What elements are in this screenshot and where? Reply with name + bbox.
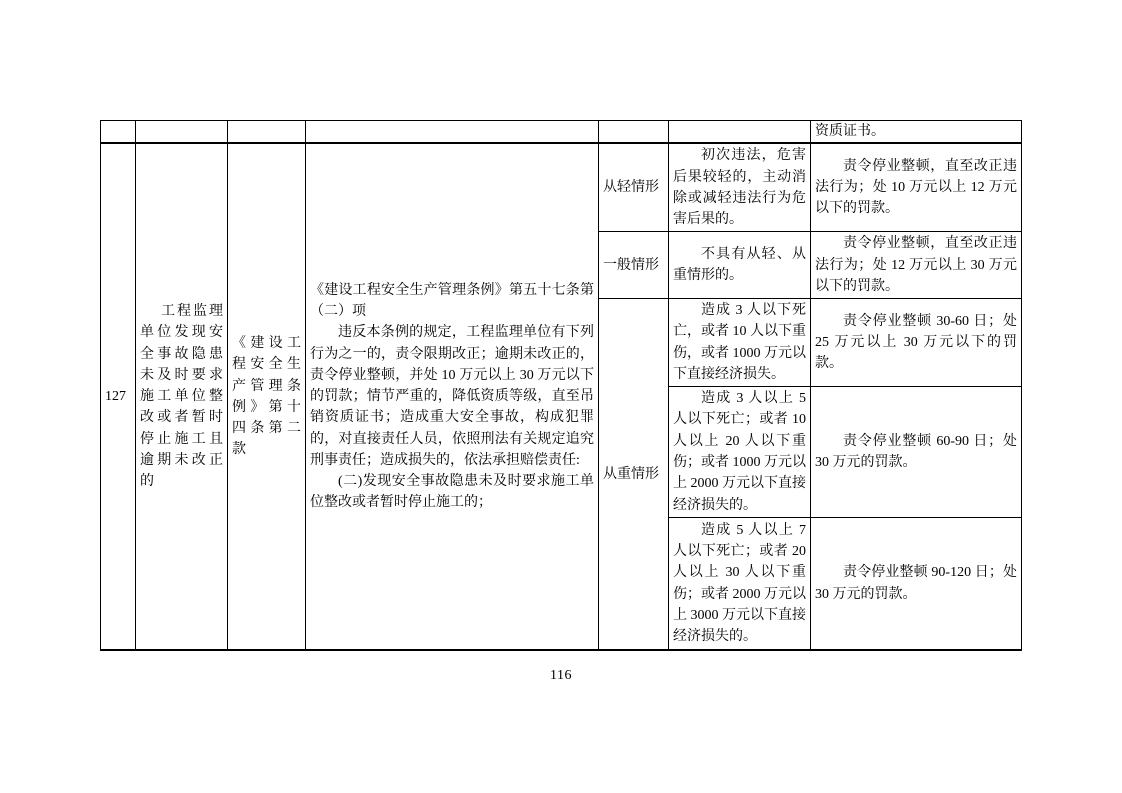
penalty-heavy-2-text: 责令停业整顿 60-90 日；处 30 万元的罚款。 — [815, 433, 1017, 470]
penalty-general — [811, 232, 1022, 299]
cell-seq-number: 127 — [101, 143, 136, 650]
carryover-penalty-text: 资质证书。 — [815, 124, 885, 139]
circumstance-heavy-2 — [669, 387, 811, 518]
provision-body: 违反本条例的规定，工程监理单位有下列行为之一的，责令限期改正；逾期未改正的，责令停业整顿，并处 10 万元以上 30 万元以下的罚款；情节严重的，降低资质等级，直至吊销资质证书；造成重大安全事故，构成犯罪的，对直接责任人员，依照刑法有关规定追究刑事责任；造成损失的，依法承担赔偿责任: — [310, 325, 594, 468]
violation-text: 工程监理单位发现安全事故隐患未及时要求施工单位整改或者暂时停止施工且逾期未改正的 — [140, 304, 223, 490]
provision-item: (二)发现安全事故隐患未及时要求施工单位整改或者暂时停止施工的； — [310, 474, 594, 511]
provision-title: 《建设工程安全生产管理条例》第五十七条第（二）项 — [310, 282, 594, 320]
severity-row-light — [101, 143, 1022, 232]
penalty-heavy-1-text: 责令停业整顿 30-60 日；处 25 万元以上 30 万元以下的罚款。 — [815, 313, 1017, 372]
cell-legal-basis — [228, 143, 306, 650]
circumstance-light-text: 初次违法，危害后果较轻的，主动消除或减轻违法行为危害后果的。 — [673, 148, 806, 228]
circumstance-general-text: 不具有从轻、从重情形的。 — [673, 246, 806, 284]
penalty-heavy-2 — [811, 387, 1022, 518]
carryover-cell-seq — [101, 121, 136, 144]
severity-label-light: 从轻情形 — [599, 143, 669, 232]
penalty-general-text: 责令停业整顿，直至改正违法行为；处 12 万元以上 30 万元以下的罚款。 — [815, 236, 1017, 294]
penalty-discretion-table — [100, 120, 1022, 651]
circumstance-general — [669, 232, 811, 299]
circumstance-light — [669, 143, 811, 232]
legal-basis-text: 《建设工程安全生产管理条例》第十四条第二款 — [232, 335, 301, 458]
cell-violation — [136, 143, 228, 650]
carryover-cell-basis — [228, 121, 306, 144]
circumstance-heavy-1 — [669, 299, 811, 387]
circumstance-heavy-2-text: 造成 3 人以上 5 人以下死亡；或者 10 人以上 20 人以下重伤；或者 1000 万元以上 2000 万元以下直接经济损失的。 — [673, 391, 806, 513]
penalty-heavy-1 — [811, 299, 1022, 387]
severity-label-heavy: 从重情形 — [599, 299, 669, 651]
carryover-cell-severity — [599, 121, 669, 144]
carryover-cell-penalty — [811, 121, 1022, 144]
carryover-cell-circumstance — [669, 121, 811, 144]
circumstance-heavy-1-text: 造成 3 人以下死亡，或者 10 人以下重伤，或者 1000 万元以下直接经济损失。 — [673, 303, 806, 382]
carryover-cell-provision — [306, 121, 599, 144]
severity-label-general: 一般情形 — [599, 232, 669, 299]
carryover-cell-violation — [136, 121, 228, 144]
page-number: 116 — [550, 668, 572, 683]
penalty-heavy-3 — [811, 517, 1022, 650]
penalty-heavy-3-text: 责令停业整顿 90-120 日；处 30 万元的罚款。 — [815, 565, 1017, 602]
penalty-light-text: 责令停业整顿，直至改正违法行为；处 10 万元以上 12 万元以下的罚款。 — [815, 158, 1017, 217]
circumstance-heavy-3 — [669, 517, 811, 650]
penalty-light — [811, 143, 1022, 232]
cell-provision — [306, 143, 599, 650]
carryover-row — [101, 121, 1022, 144]
circumstance-heavy-3-text: 造成 5 人以上 7 人以下死亡；或者 20 人以上 30 人以下重伤；或者 2000 万元以上 3000 万元以下直接经济损失的。 — [673, 522, 806, 645]
